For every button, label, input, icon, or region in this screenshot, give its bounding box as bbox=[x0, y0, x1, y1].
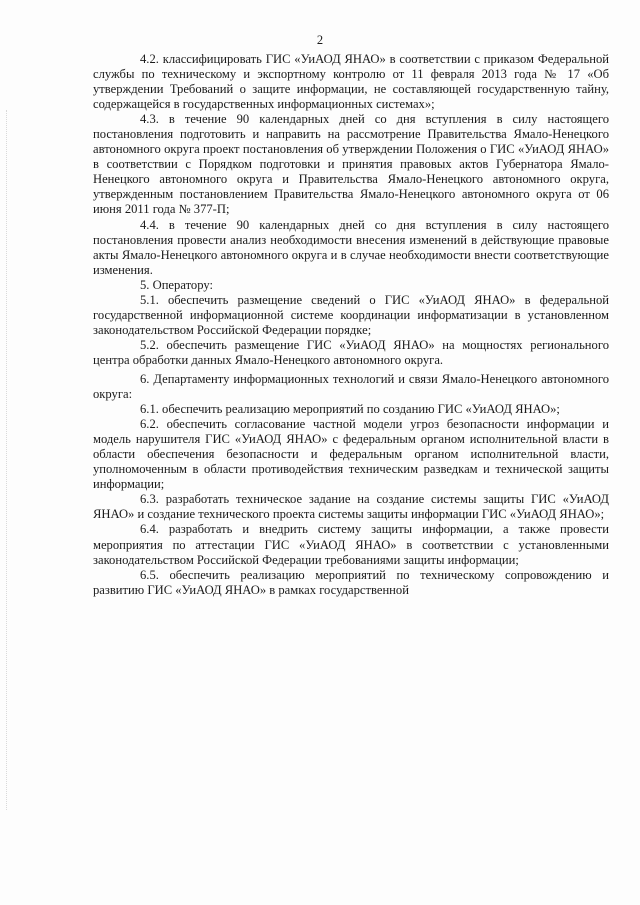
paragraph-5-2: 5.2. обеспечить размещение ГИС «УиАОД ЯНАО» на мощностях регионального центра обработки данных Ямало-Ненецкого автономного округа. bbox=[93, 337, 609, 367]
paragraph-6-5: 6.5. обеспечить реализацию мероприятий по техническому сопровождению и развитию ГИС «УиАОД ЯНАО» в рамках государственной bbox=[93, 567, 609, 597]
paragraph-4-2: 4.2. классифицировать ГИС «УиАОД ЯНАО» в соответствии с приказом Федеральной службы по техническому и экспортному контролю от 11 февраля 2013 года № 17 «Об утверждении Требований о защите информации, не составляющей государственную тайну, содержащейся в государственных информационных системах»; bbox=[93, 52, 609, 112]
paragraph-4-3: 4.3. в течение 90 календарных дней со дня вступления в силу настоящего постановления подготовить и направить на рассмотрение Правительства Ямало-Ненецкого автономного округа проект постановления об утверждении Положения о ГИС «УиАОД ЯНАО» в соответствии с Порядком подготовки и принятия правовых актов Губернатора Ямало-Ненецкого автономного округа и Правительства Ямало-Ненецкого автономного округа, утвержденным постановлением Правительства Ямало-Ненецкого автономного округа от 06 июня 2011 года № 377-П; bbox=[93, 112, 609, 217]
paragraph-6-1: 6.1. обеспечить реализацию мероприятий по созданию ГИС «УиАОД ЯНАО»; bbox=[140, 402, 560, 417]
paragraph-6-2: 6.2. обеспечить согласование частной модели угроз безопасности информации и модель нарушителя ГИС «УиАОД ЯНАО» с федеральным органом исполнительной власти в области обеспечения безопасности и федеральным органом исполнительной власти, уполномоченным в области противодействия техническим разведкам и технической защиты информации; bbox=[93, 417, 609, 492]
page-number: 2 bbox=[316, 33, 324, 47]
scan-margin-artifact bbox=[6, 110, 9, 810]
document-body bbox=[93, 52, 609, 598]
paragraph-5: 5. Оператору: bbox=[140, 277, 213, 292]
paragraph-5-1: 5.1. обеспечить размещение сведений о ГИС «УиАОД ЯНАО» в федеральной государственной информационной системе координации информатизации в установленном законодательством Российской Федерации порядке; bbox=[93, 292, 609, 337]
paragraph-4-4: 4.4. в течение 90 календарных дней со дня вступления в силу настоящего постановления провести анализ необходимости внесения изменений в действующие правовые акты Ямало-Ненецкого автономного округа и в случае необходимости внести соответствующие изменения. bbox=[93, 217, 609, 277]
paragraph-6-3: 6.3. разработать техническое задание на создание системы защиты ГИС «УиАОД ЯНАО» и создание технического проекта системы защиты информации ГИС «УиАОД ЯНАО»; bbox=[93, 492, 609, 522]
paragraph-6-4: 6.4. разработать и внедрить систему защиты информации, а также провести мероприятия по аттестации ГИС «УиАОД ЯНАО» в соответствии с установленными законодательством Российской Федерации требованиями защиты информации; bbox=[93, 522, 609, 567]
paragraph-6: 6. Департаменту информационных технологий и связи Ямало-Ненецкого автономного округа: bbox=[93, 371, 609, 402]
